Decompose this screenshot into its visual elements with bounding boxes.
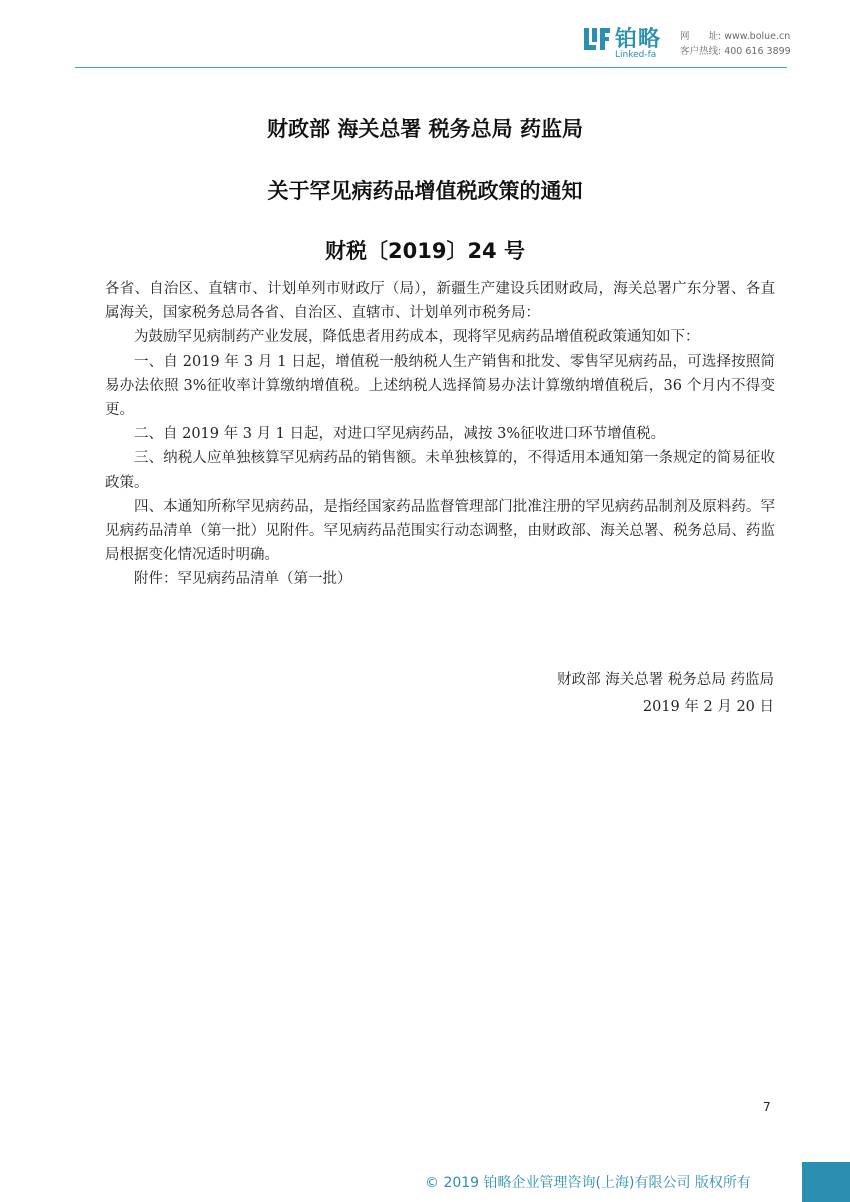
header-contact [680, 29, 791, 59]
addressee-paragraph: 各省、自治区、直辖市、计划单列市财政厅（局），新疆生产建设兵团财政局，海关总署广东分署、各直属海关，国家税务总局各省、自治区、直辖市、计划单列市税务局： [105, 281, 775, 322]
signature-date: 2019 年 2 月 20 日 [642, 699, 774, 715]
website-text: 网 址: www.bolue.cn [680, 31, 791, 42]
page-number: 7 [763, 1100, 771, 1114]
hotline-text: 客户热线: 400 616 3899 [680, 46, 791, 57]
brand-name: 铂略 [615, 27, 662, 52]
body-paragraph: 四、本通知所称罕见病药品，是指经国家药品监督管理部门批准注册的罕见病药品制剂及原料药。罕见病药品清单（第一批）见附件。罕见病药品范围实行动态调整，由财政部、海关总署、税务总局、药监局根据变化情况适时明确。 [105, 498, 775, 564]
header-divider [75, 67, 787, 68]
body-paragraph: 二、自 2019 年 3 月 1 日起，对进口罕见病药品，减按 3%征收进口环节增值税。 [134, 426, 666, 443]
body-paragraph: 一、自 2019 年 3 月 1 日起，增值税一般纳税人生产销售和批发、零售罕见病药品，可选择按照简易办法依照 3%征收率计算缴纳增值税。上述纳税人选择简易办法计算缴纳增值税后，36 个月内不得变更。 [105, 353, 775, 419]
company-logo [583, 24, 665, 62]
issuers-heading: 财政部 海关总署 税务总局 药监局 [267, 117, 583, 141]
body-paragraph: 三、纳税人应单独核算罕见病药品的销售额。未单独核算的，不得适用本通知第一条规定的简易征收政策。 [105, 450, 775, 491]
logo-mark-icon [583, 26, 611, 54]
document-body [105, 277, 775, 592]
footer-accent-block [802, 1162, 850, 1202]
attachment-note: 附件：罕见病药品清单（第一批） [134, 571, 352, 588]
body-paragraph: 为鼓励罕见病制药产业发展，降低患者用药成本，现将罕见病药品增值税政策通知如下： [134, 329, 700, 346]
document-title: 关于罕见病药品增值税政策的通知 [267, 179, 583, 203]
brand-subtitle: Linked-fa [615, 50, 657, 60]
signature-issuers: 财政部 海关总署 税务总局 药监局 [557, 672, 774, 688]
document-number: 财税〔2019〕24 号 [325, 239, 525, 263]
footer-copyright: © 2019 铂略企业管理咨询(上海)有限公司 版权所有 [425, 1175, 751, 1191]
